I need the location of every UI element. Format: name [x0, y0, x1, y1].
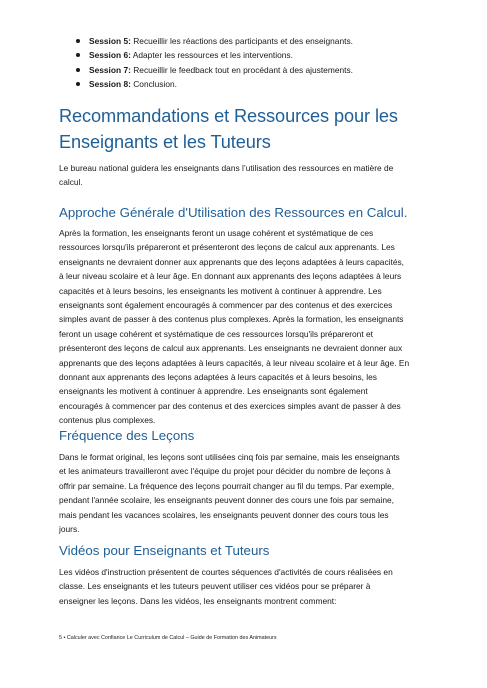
text-line: Les vidéos d'instruction présentent de courtes séquences d'activités de cours réalisées en — [59, 567, 393, 577]
session-label: Session 6: — [89, 50, 131, 61]
session-text: Adapter les ressources et les interventions. — [130, 50, 293, 61]
section-approche-body — [59, 226, 439, 428]
text-line: jours. — [59, 524, 80, 535]
list-item — [76, 34, 466, 48]
intro-paragraph — [59, 161, 439, 190]
section-heading: Vidéos pour Enseignants et Tuteurs — [59, 543, 270, 558]
text-line: enseignants les motivent à continuer à apprendre. Les enseignants sont également — [59, 386, 368, 397]
text-line: feront un usage cohérent et systématique de ces ressources lorsqu'ils prépareront et — [59, 328, 373, 339]
section-frequence-body — [59, 450, 439, 536]
session-label: Session 7: — [89, 64, 131, 75]
list-item — [76, 63, 466, 77]
main-heading-line-1: Recommandations et Ressources pour les — [59, 106, 398, 126]
text-line: offrir par semaine. La fréquence des leçons pourrait changer au fil du temps. Par exemple, — [59, 480, 395, 491]
text-line: simples avant de passer à des contenus plus complexes. Après la formation, les enseignants — [59, 314, 404, 325]
session-text: Conclusion. — [130, 78, 177, 89]
section-heading: Approche Générale d'Utilisation des Ressources en Calcul. — [59, 205, 408, 220]
text-line: pendant l'année scolaire, les enseignants peuvent donner des cours une fois par semaine, — [59, 495, 394, 506]
page-footer: 5 • Calculer avec Confiance Le Curriculum de Calcul – Guide de Formation des Animateurs — [59, 635, 277, 641]
session-list — [76, 34, 466, 91]
section-videos — [59, 542, 439, 560]
text-line: enseignants sont également encouragés à commencer par des contenus et des exercices — [59, 300, 393, 311]
text-line: Dans le format original, les leçons sont utilisées cinq fois par semaine, mais les enseignants — [59, 452, 400, 462]
session-label: Session 8: — [89, 78, 131, 89]
section-frequence — [59, 427, 439, 445]
text-line: encouragés à commencer par des contenus et des exercices simples avant de passer à des — [59, 400, 401, 411]
text-line: apprenants que des leçons adaptées à leurs capacités, à leur niveau scolaire et à leur âge. En — [59, 357, 410, 368]
text-line: donnant aux apprenants des leçons adaptées à leurs capacités et à leurs besoins, les — [59, 372, 377, 383]
text-line: classe. Les enseignants et les tuteurs peuvent utiliser ces vidéos pour se préparer à — [59, 581, 371, 592]
main-heading — [59, 103, 439, 155]
text-line: ressources lorsqu'ils prépareront et présenteront des leçons de calcul aux apprenants. Les — [59, 242, 395, 253]
text-line: contenus plus complexes. — [59, 415, 156, 426]
text-line: Le bureau national guidera les enseignants dans l’utilisation des ressources en matière de — [59, 163, 394, 173]
section-heading: Fréquence des Leçons — [59, 428, 195, 443]
text-line: enseignants ne devraient donner aux apprenants que des leçons adaptées à leurs capacités, — [59, 256, 405, 267]
text-line: Après la formation, les enseignants feront un usage cohérent et systématique de ces — [59, 228, 374, 238]
section-videos-body — [59, 565, 439, 608]
text-line: capacités et à leurs besoins, les enseignants les motivent à continuer à apprendre. Les — [59, 285, 382, 296]
list-item — [76, 77, 466, 91]
text-line: et les animateurs travailleront avec l'équipe du projet pour décider du nombre de leçons à — [59, 466, 391, 477]
session-text: Recueillir les réactions des participants et des enseignants. — [130, 36, 353, 46]
section-approche — [59, 204, 439, 222]
text-line: mais pendant les vacances scolaires, les enseignants peuvent donner des cours tous les — [59, 509, 389, 520]
list-item — [76, 48, 466, 62]
main-heading-line-2: Enseignants et les Tuteurs — [59, 132, 271, 152]
text-line: présenteront des leçons de calcul aux apprenants. Les enseignants ne devraient donner aux — [59, 343, 403, 354]
session-label: Session 5: — [89, 36, 131, 46]
text-line: calcul. — [59, 177, 83, 188]
text-line: à leur niveau scolaire et à leur âge. En donnant aux apprenants des leçons adaptées à leurs — [59, 271, 402, 282]
session-text: Recueillir le feedback tout en procédant à des ajustements. — [130, 64, 353, 75]
text-line: enseigner les leçons. Dans les vidéos, les enseignants montrent comment: — [59, 595, 337, 606]
